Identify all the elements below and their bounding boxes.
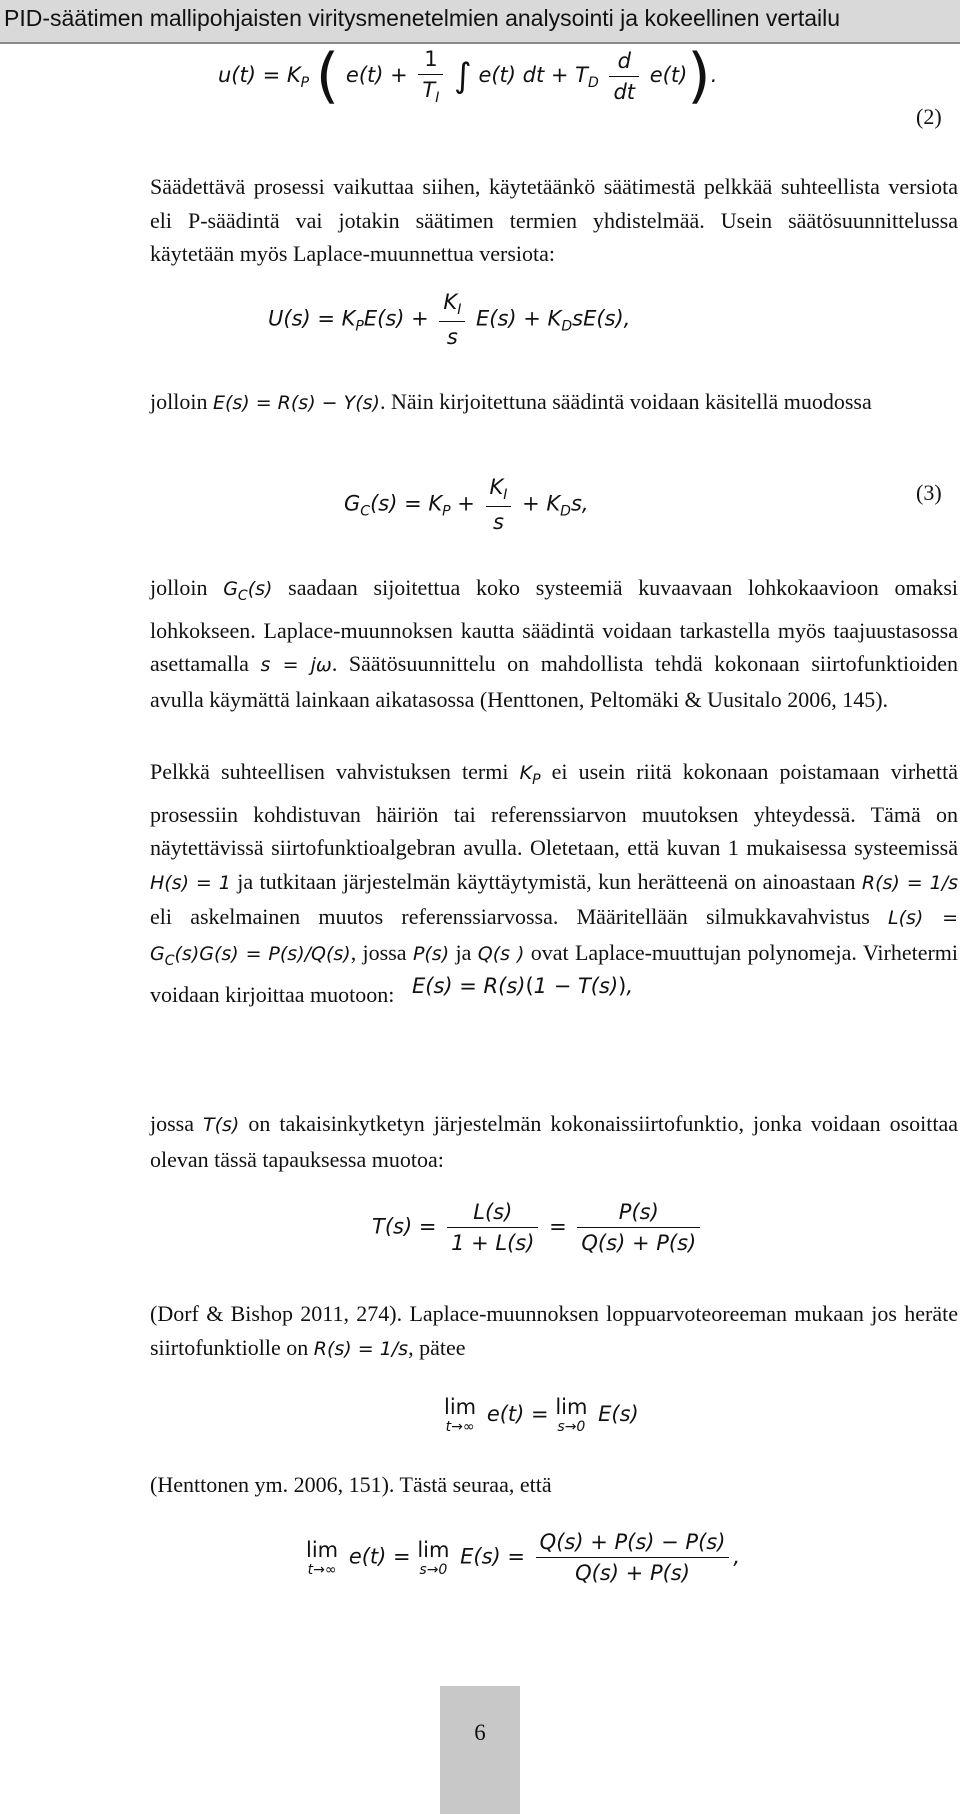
- paragraph-6-text-b: , pätee: [408, 1334, 466, 1360]
- paragraph-2-text-a: jolloin: [150, 389, 208, 414]
- paragraph-4-text-f: ja: [455, 939, 472, 965]
- paragraph-3-text-a: jolloin: [150, 575, 208, 600]
- math-r-equals-step-2: R(s) = 1/s: [313, 1337, 409, 1360]
- running-header: [0, 0, 960, 44]
- equation-steady-state-error: lim t→∞ e(t) = lim s→0 E(s) = $\frac{Q(s) + P(s) - P(s)}{Q(s) + P(s)}$ ,: [306, 1530, 741, 1585]
- equation-pid-time-domain: $u(t) = K_P$ ( e(t) + $\frac{1}{T_I}$ ∫ e(t) dt + $T_D$ $\frac{d}{dt}$ e(t)).: [218, 41, 718, 111]
- math-loop-gain: $L(s) = G_C(s)G(s) = P(s)/Q(s)$: [150, 907, 959, 969]
- equation-final-value-theorem: lim t→∞ e(t) = lim s→0 E(s): [444, 1395, 639, 1435]
- math-t-of-s: T(s): [203, 1114, 240, 1136]
- paragraph-1: Säädettävä prosessi vaikuttaa siihen, käytetäänkö säätimestä pelkkää suhteellista versiota eli P-säädintä vai jotakin säätimen termien yhdistelmää. Usein säätösuunnittelussa käytetään myös Laplace-muunnettua versiota:: [150, 174, 958, 266]
- paragraph-4-text-c: ja tutkitaan järjestelmän käyttäytymistä, kun herätteenä on ainoastaan: [237, 868, 856, 894]
- paragraph-7: (Henttonen ym. 2006, 151). Tästä seuraa, että: [150, 1472, 552, 1497]
- equation-error-term: E(s) = R(s)(1 − T(s)),: [412, 974, 634, 998]
- math-h-equals-one: H(s) = 1: [150, 871, 231, 894]
- paragraph-6: [150, 1297, 958, 1366]
- paragraph-2-text-b: . Näin kirjoitettuna säädintä voidaan käsitellä muodossa: [379, 389, 872, 414]
- math-r-equals-step: R(s) = 1/s: [861, 871, 958, 894]
- paragraph-3-text-c: . Säätösuunnittelu on mahdollista tehdä kokonaan siirtofunktioiden avulla käymättä lainkaan aikatasossa (Henttonen, Peltomäki & Uusitalo 2006, 145).: [150, 651, 958, 712]
- equation-controller-tf: $G_C(s) = K_P$ + $\frac{K_I}{s}$ + $K_Ds$,: [344, 475, 589, 534]
- page-number: 6: [474, 1720, 486, 1745]
- paragraph-5: [150, 1107, 958, 1176]
- paragraph-4-text-d: eli askelmainen muutos referenssiarvossa. Määritellään silmukkavahvistus: [150, 904, 870, 929]
- paragraph-4-text-b: ei usein riitä kokonaan poistamaan virhettä prosessiin kohdistuvan häiriön tai referenssiarvon muutoksen yhteydessä. Tämä on näytettävissä siirtofunktioalgebran avulla. Oletetaan, että kuvan 1 mukaisessa systeemissä: [150, 759, 958, 860]
- paragraph-3-text-b: saadaan sijoitettua koko systeemiä kuvaavaan lohkokaavioon omaksi lohkokseen. Laplace-muunnoksen kautta säädintä voidaan tarkastella myös taajuustasossa asettamalla: [150, 575, 959, 676]
- paragraph-6-text-a: (Dorf & Bishop 2011, 274). Laplace-muunnoksen loppuarvoteoreeman mukaan jos heräte siirtofunktiolle on: [150, 1301, 958, 1360]
- paragraph-5-text-a: jossa: [150, 1111, 194, 1136]
- paragraph-3: [150, 571, 958, 716]
- equation-number-3: (3): [916, 480, 942, 505]
- paragraph-5-text-b: on takaisinkytketyn järjestelmän kokonaissiirtofunktio, jonka voidaan osoittaa olevan tässä tapauksessa muotoa:: [150, 1111, 959, 1172]
- math-q-of-s: Q(s ): [477, 942, 525, 965]
- math-gc-of-s: $G_C(s)$: [223, 578, 273, 604]
- paragraph-2: [150, 385, 958, 421]
- header-title: PID-säätimen mallipohjaisten viritysmenetelmien analysointi ja kokeellinen vertailu: [4, 5, 841, 31]
- equation-pid-laplace: $U(s) = K_PE(s)$ + $\frac{K_I}{s}$ $E(s) + K_DsE(s)$,: [268, 290, 631, 349]
- paragraph-4-text-g: ovat Laplace-muuttujan polynomeja. Virhetermi voidaan kirjoittaa muotoon:: [150, 939, 959, 1007]
- equation-closed-loop-tf: T(s) = $\frac{L(s)}{1 + L(s)}$ = $\frac{P(s)}{Q(s) + P(s)}$: [372, 1200, 704, 1255]
- paragraph-4-text-a: Pelkkä suhteellisen vahvistuksen termi: [150, 759, 509, 784]
- math-kp: $K_P$: [519, 762, 541, 788]
- math-s-equals-jomega: s = jω: [260, 654, 332, 676]
- math-error-definition: E(s) = R(s) − Y(s): [212, 392, 380, 414]
- equation-number-2: (2): [916, 104, 942, 129]
- page-footer: [440, 1686, 520, 1814]
- math-p-of-s: P(s): [412, 942, 450, 965]
- paragraph-4-text-e: , jossa: [350, 939, 407, 965]
